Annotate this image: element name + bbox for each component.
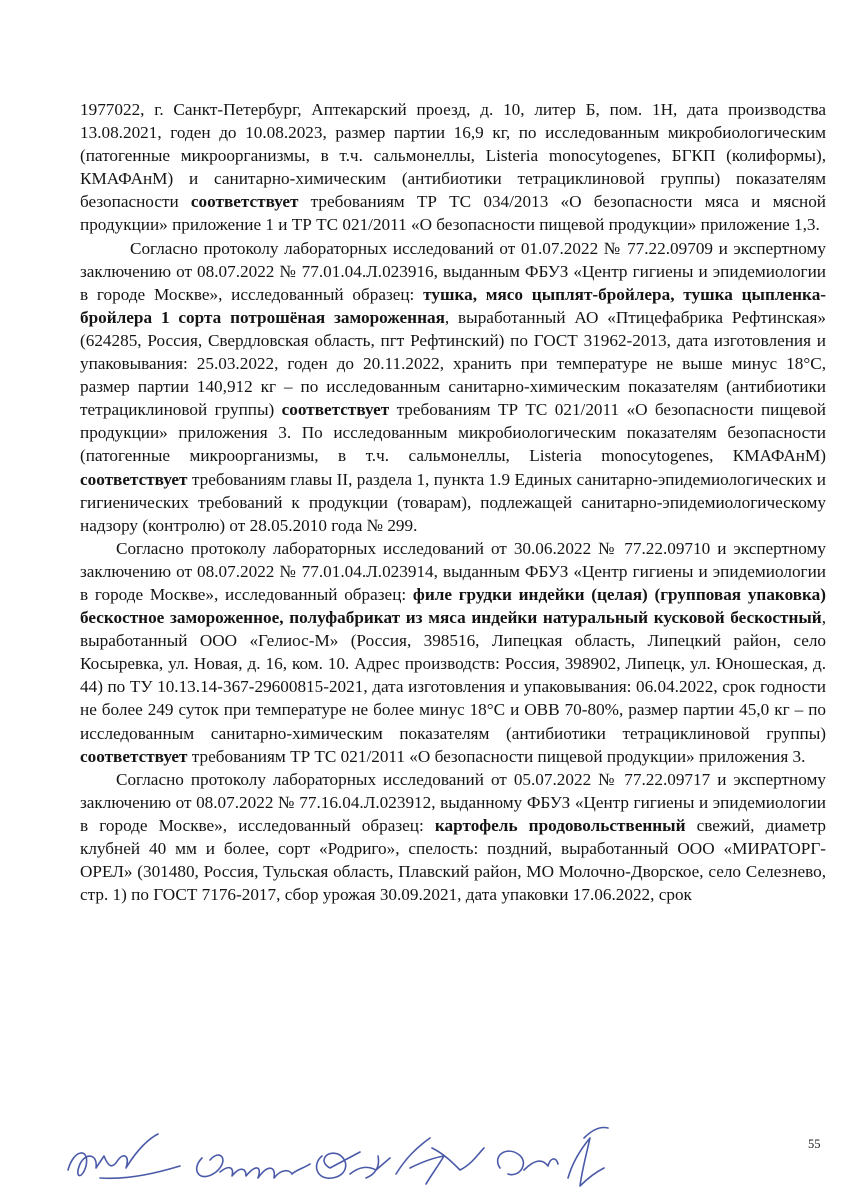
signature-5 <box>498 1151 558 1175</box>
signature-6 <box>568 1127 608 1186</box>
paragraph <box>80 537 826 768</box>
text-run: требованиям ТР ТС 034/2013 «О безопасности мяса и мясной продукции» приложение 1 и ТР ТС 021/2011 «О безопасности пищевой продукции» приложение 1,3. <box>80 192 827 235</box>
signature-2 <box>197 1155 310 1178</box>
text-run: свежий, диаметр клубней 40 мм и более, сорт «Родриго», спелость: поздний, выработанный ООО «МИРАТОРГ-ОРЕЛ» (301480, Россия, Тульская область, Плавский район, МО Молочно-Дворское, село Селезнево, стр. 1) по ГОСТ 7176-2017, сбор урожая 30.09.2021, дата упаковки 17.06.2022, срок <box>80 815 827 905</box>
text-run: Согласно протоколу лабораторных исследований от 30.06.2022 № 77.22.09710 и экспертному заключению от 08.07.2022 № 77.01.04.Л.023914, выданным ФБУЗ «Центр гигиены и эпидемиологии в городе Москве», исследованный образец: <box>80 538 826 604</box>
signature-3 <box>317 1152 390 1178</box>
text-run: , выработанный ООО «Гелиос-М» (Россия, 398516, Липецкая область, Липецкий район, село Косыревка, ул. Новая, д. 16, ком. 10. Адрес производств: Россия, 398902, Липецк, ул. Юношеская, д. 44) по ТУ 10.13.14-367-29600815-2021, дата изготовления и упаковывания: 06.04.2022, срок годности не более 249 суток при температуре не более минус 18°С и ОВВ 70-80%, размер партии 45,0 кг – по исследованным санитарно-химическим показателям (антибиотики тетрациклиновой группы) <box>80 608 826 743</box>
text-run: Согласно протоколу лабораторных исследований от 05.07.2022 № 77.22.09717 и экспертному заключению от 08.07.2022 № 77.16.04.Л.023912, выданному ФБУЗ «Центр гигиены и эпидемиологии в городе Москве», исследованный образец: <box>80 769 826 835</box>
bold-text-run: тушка, мясо цыплят-бройлера, тушка цыпленка-бройлера 1 сорта потрошёная замороженная <box>80 284 827 327</box>
bold-text-run: филе грудки индейки (целая) (групповая упаковка) бескостное замороженное, полуфабрикат из мяса индейки натуральный кусковой бескостный <box>80 584 827 628</box>
bold-text-run: соответствует <box>80 469 188 489</box>
signature-4 <box>396 1138 484 1184</box>
document-body <box>80 98 826 906</box>
handwritten-signatures <box>60 1108 620 1198</box>
page-number: 55 <box>808 1137 821 1151</box>
signature-1 <box>68 1134 180 1178</box>
paragraph <box>80 768 826 907</box>
text-run: требованиям главы II, раздела 1, пункта 1.9 Единых санитарно-эпидемиологических и гигиенических требований к продукции (товарам), подлежащей санитарно-эпидемиологическому надзору (контролю) от 28.05.2010 года № 299. <box>80 469 826 535</box>
text-run: требованиям ТР ТС 021/2011 «О безопасности пищевой продукции» приложения 3. <box>187 746 806 766</box>
bold-text-run: картофель продовольственный <box>434 815 686 835</box>
paragraph <box>80 98 826 237</box>
bold-text-run: соответствует <box>190 192 299 212</box>
text-run: , выработанный АО «Птицефабрика Рефтинская» (624285, Россия, Свердловская область, пгт Рефтинский) по ГОСТ 31962-2013, дата изготовления и упаковывания: 25.03.2022, годен до 20.11.2022, хранить при температуре не выше минус 18°С, размер партии 140,912 кг – по исследованным санитарно-химическим показателям (антибиотики тетрациклиновой группы) <box>80 307 826 420</box>
paragraph <box>80 237 826 537</box>
text-run: Согласно протоколу лабораторных исследований от 01.07.2022 № 77.22.09709 и экспертному заключению от 08.07.2022 № 77.01.04.Л.023916, выданным ФБУЗ «Центр гигиены и эпидемиологии в городе Москве», исследованный образец: <box>80 238 826 304</box>
text-run: требованиям ТР ТС 021/2011 «О безопасности пищевой продукции» приложения 3. По исследованным микробиологическим показателям безопасности (патогенные микроорганизмы, в т.ч. сальмонеллы, Listeria monocytogenes, КМАФАнМ) <box>80 400 826 466</box>
bold-text-run: соответствует <box>281 400 390 420</box>
bold-text-run: соответствует <box>80 746 188 766</box>
text-run: 1977022, г. Санкт-Петербург, Аптекарский проезд, д. 10, литер Б, пом. 1Н, дата производства 13.08.2021, годен до 10.08.2023, размер партии 16,9 кг, по исследованным микробиологическим (патогенные микроорганизмы, в т.ч. сальмонеллы, Listeria monocytogenes, БГКП (колиформы), КМАФАнМ) и санитарно-химическим (антибиотики тетрациклиновой группы) показателям безопасности <box>80 100 826 212</box>
